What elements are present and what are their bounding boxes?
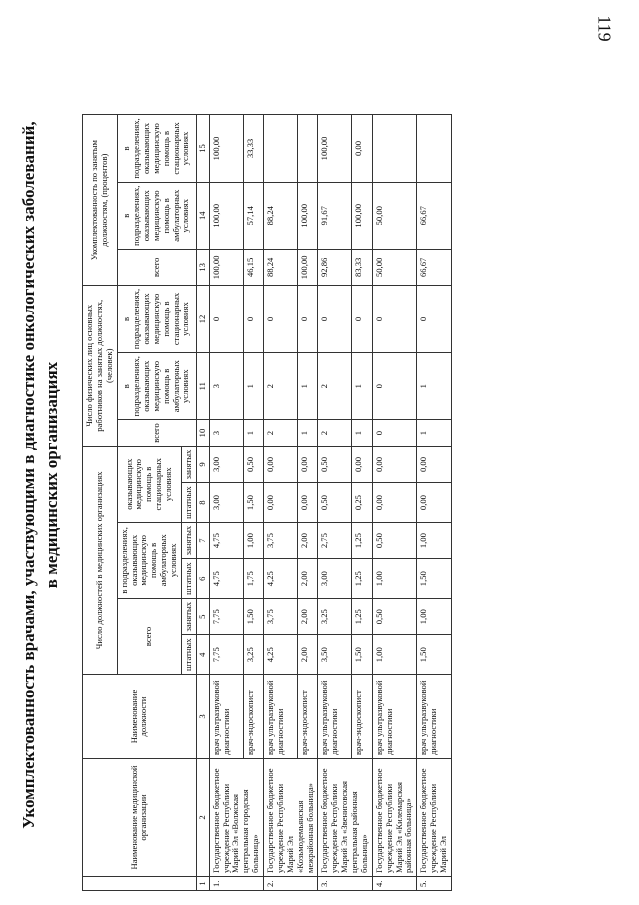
header-org: Наименование медицинской организации <box>83 759 197 877</box>
document-title <box>18 95 64 855</box>
value-cell: 7,75 <box>209 598 243 635</box>
value-cell: 2 <box>264 353 298 420</box>
value-cell: 0,00 <box>372 483 417 523</box>
rotated-page <box>10 15 630 895</box>
value-cell: 1,25 <box>352 598 372 635</box>
value-cell: 2,00 <box>297 635 317 675</box>
value-cell: 0,00 <box>372 446 417 483</box>
header-persons-group: Число физических лиц основных работников на занятых должностях, (человек) <box>83 285 118 446</box>
column-number: 7 <box>196 522 209 559</box>
header-persons-total: всего <box>117 420 196 446</box>
row-index: 1. <box>209 877 263 891</box>
column-number: 6 <box>196 559 209 599</box>
value-cell: 3 <box>209 353 243 420</box>
position-name: врач ультразвуковой диагностики <box>264 675 298 759</box>
header-staffing-amb: в подразделениях, оказывающих медицинскую помощь в амбулаторных условиях <box>117 182 196 249</box>
header-staffing-total: всего <box>117 249 196 285</box>
value-cell: 4,75 <box>209 522 243 559</box>
value-cell: 50,00 <box>372 249 417 285</box>
value-cell: 0,00 <box>297 483 317 523</box>
header-staff-1: штатных <box>181 635 196 675</box>
value-cell <box>372 115 417 182</box>
value-cell: 4,75 <box>209 559 243 599</box>
value-cell: 1 <box>243 353 263 420</box>
value-cell: 1,50 <box>243 483 263 523</box>
table-row <box>372 115 417 891</box>
column-number: 14 <box>196 182 209 249</box>
staffing-table <box>82 114 452 891</box>
value-cell: 1,00 <box>417 598 452 635</box>
table-row <box>209 115 243 891</box>
column-number: 13 <box>196 249 209 285</box>
organization-name: Государственное бюджетное учреждение Республики Марий Эл «Козьмодемьянская межрайонная больница» <box>264 759 318 877</box>
value-cell: 1,00 <box>417 522 452 559</box>
column-number: 2 <box>196 759 209 877</box>
header-positions-group: Число должностей в медицинских организациях <box>83 446 118 674</box>
column-number: 12 <box>196 285 209 352</box>
value-cell: 57,14 <box>243 182 263 249</box>
table-row <box>417 115 452 891</box>
table-row <box>318 115 352 891</box>
table-body <box>209 115 451 891</box>
position-name: врач ультразвуковой диагностики <box>417 675 452 759</box>
value-cell: 0,00 <box>352 446 372 483</box>
value-cell: 0 <box>318 285 352 352</box>
row-index: 3. <box>318 877 372 891</box>
value-cell: 46,15 <box>243 249 263 285</box>
value-cell: 0,50 <box>318 446 352 483</box>
header-ambulatory: в подразделениях, оказывающих медицинскую помощь в амбулаторных условиях <box>117 522 181 598</box>
row-index: 2. <box>264 877 318 891</box>
organization-name: Государственное бюджетное учреждение Республики Марий Эл <box>417 759 452 877</box>
value-cell: 2 <box>264 420 298 446</box>
header-persons-inp: в подразделениях, оказывающих медицинскую помощь в стационарных условиях <box>117 285 196 352</box>
position-name: врач-эндоскопист <box>243 675 263 759</box>
value-cell: 3,00 <box>209 483 243 523</box>
column-number: 3 <box>196 675 209 759</box>
value-cell: 100,00 <box>209 182 243 249</box>
value-cell: 3,25 <box>243 635 263 675</box>
value-cell: 2,00 <box>297 559 317 599</box>
position-name: врач ультразвуковой диагностики <box>318 675 352 759</box>
header-inpatient: оказывающих медицинскую помощь в стационарных условиях <box>117 446 181 522</box>
staffing-table-wrap <box>82 114 452 891</box>
value-cell: 0 <box>209 285 243 352</box>
value-cell: 3 <box>209 420 243 446</box>
column-number: 15 <box>196 115 209 182</box>
value-cell: 1 <box>352 353 372 420</box>
value-cell: 1,50 <box>417 559 452 599</box>
page-number: 119 <box>594 15 615 42</box>
value-cell: 0,00 <box>297 446 317 483</box>
position-name: врач-эндоскопист <box>352 675 372 759</box>
value-cell: 3,00 <box>318 559 352 599</box>
value-cell: 100,00 <box>209 249 243 285</box>
column-number: 5 <box>196 598 209 635</box>
value-cell: 0,50 <box>372 598 417 635</box>
value-cell: 0 <box>372 285 417 352</box>
value-cell: 1,75 <box>243 559 263 599</box>
header-occupied-3: занятых <box>181 446 196 483</box>
value-cell: 3,00 <box>209 446 243 483</box>
table-row <box>264 115 298 891</box>
value-cell: 0,00 <box>417 446 452 483</box>
organization-name: Государственное бюджетное учреждение Республики Марий Эл «Волжская центральная городская больница» <box>209 759 263 877</box>
value-cell: 2 <box>318 353 352 420</box>
column-number: 8 <box>196 483 209 523</box>
value-cell: 1 <box>243 420 263 446</box>
header-occupied-1: занятых <box>181 598 196 635</box>
value-cell: 0,00 <box>352 115 372 182</box>
value-cell: 7,75 <box>209 635 243 675</box>
column-number: 11 <box>196 353 209 420</box>
header-staffing-group: Укомплектованность по занятым должностям, (процентов) <box>83 115 118 286</box>
value-cell: 50,00 <box>372 182 417 249</box>
value-cell: 0,00 <box>264 483 298 523</box>
column-number: 9 <box>196 446 209 483</box>
column-numbers-row <box>196 115 209 891</box>
value-cell: 1,00 <box>372 559 417 599</box>
header-idx <box>83 877 197 891</box>
row-index: 5. <box>417 877 452 891</box>
value-cell: 0 <box>372 420 417 446</box>
header-occupied-2: занятых <box>181 522 196 559</box>
value-cell: 0,50 <box>243 446 263 483</box>
value-cell: 1,00 <box>243 522 263 559</box>
value-cell: 0 <box>243 285 263 352</box>
value-cell: 92,86 <box>318 249 352 285</box>
value-cell: 1 <box>417 353 452 420</box>
value-cell: 1 <box>297 353 317 420</box>
value-cell <box>264 115 298 182</box>
value-cell: 100,00 <box>297 249 317 285</box>
value-cell: 83,33 <box>352 249 372 285</box>
value-cell: 33,33 <box>243 115 263 182</box>
value-cell: 2,75 <box>318 522 352 559</box>
value-cell: 0 <box>417 285 452 352</box>
value-cell: 0 <box>372 353 417 420</box>
value-cell: 0 <box>352 285 372 352</box>
value-cell: 0,50 <box>372 522 417 559</box>
value-cell: 66,67 <box>417 249 452 285</box>
value-cell: 2,00 <box>297 522 317 559</box>
value-cell <box>297 115 317 182</box>
value-cell: 1 <box>352 420 372 446</box>
value-cell: 0 <box>297 285 317 352</box>
value-cell: 91,67 <box>318 182 352 249</box>
header-staff-2: штатных <box>181 559 196 599</box>
row-index: 4. <box>372 877 417 891</box>
value-cell: 1,50 <box>243 598 263 635</box>
header-staffing-inp: в подразделениях, оказывающих медицинскую помощь в стационарных условиях <box>117 115 196 182</box>
value-cell: 1,25 <box>352 559 372 599</box>
value-cell: 66,67 <box>417 182 452 249</box>
value-cell: 1 <box>297 420 317 446</box>
value-cell: 1,00 <box>372 635 417 675</box>
value-cell: 3,75 <box>264 522 298 559</box>
value-cell: 0,00 <box>417 483 452 523</box>
value-cell: 2 <box>318 420 352 446</box>
title-line-1: Укомплектованность врачами, участвующими в диагностике онкологических заболеваний, <box>19 121 38 829</box>
value-cell: 100,00 <box>209 115 243 182</box>
value-cell: 100,00 <box>318 115 352 182</box>
value-cell: 1 <box>417 420 452 446</box>
value-cell: 3,50 <box>318 635 352 675</box>
value-cell: 1,50 <box>352 635 372 675</box>
value-cell: 1,25 <box>352 522 372 559</box>
value-cell: 0,25 <box>352 483 372 523</box>
column-number: 4 <box>196 635 209 675</box>
value-cell: 0,00 <box>264 446 298 483</box>
value-cell: 1,50 <box>417 635 452 675</box>
value-cell <box>417 115 452 182</box>
value-cell: 100,00 <box>352 182 372 249</box>
value-cell: 3,25 <box>318 598 352 635</box>
column-number: 1 <box>196 877 209 891</box>
position-name: врач ультразвуковой диагностики <box>209 675 243 759</box>
header-persons-amb: в подразделениях, оказывающих медицинскую помощь в амбулаторных условиях <box>117 353 196 420</box>
position-name: врач-эндоскопист <box>297 675 317 759</box>
value-cell: 0,50 <box>318 483 352 523</box>
value-cell: 4,25 <box>264 635 298 675</box>
value-cell: 2,00 <box>297 598 317 635</box>
header-staff-3: штатных <box>181 483 196 523</box>
value-cell: 0 <box>264 285 298 352</box>
organization-name: Государственное бюджетное учреждение Республики Марий Эл «Звениговская центральная районная больница» <box>318 759 372 877</box>
organization-name: Государственное бюджетное учреждение Республики Марий Эл «Килемарская районная больница» <box>372 759 417 877</box>
value-cell: 3,75 <box>264 598 298 635</box>
title-line-2: в медицинских организациях <box>41 361 61 589</box>
value-cell: 88,24 <box>264 249 298 285</box>
header-position: Наименование должности <box>83 675 197 759</box>
header-total: всего <box>117 598 181 674</box>
value-cell: 100,00 <box>297 182 317 249</box>
value-cell: 4,25 <box>264 559 298 599</box>
position-name: врач ультразвуковой диагностики <box>372 675 417 759</box>
value-cell: 88,24 <box>264 182 298 249</box>
column-number: 10 <box>196 420 209 446</box>
